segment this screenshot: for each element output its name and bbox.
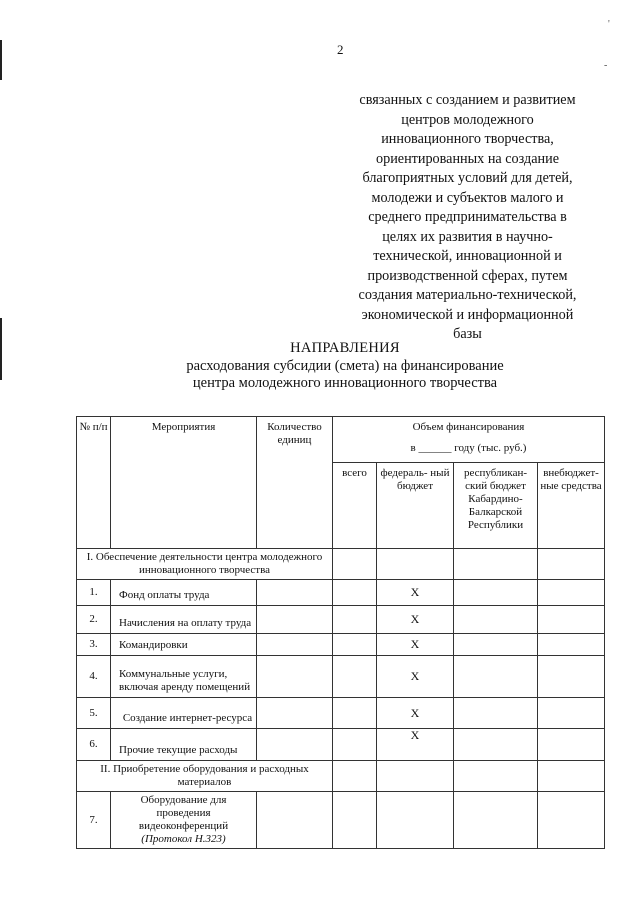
row-number: 3. xyxy=(77,634,111,656)
row-federal-mark: Х xyxy=(377,698,454,729)
row-number: 6. xyxy=(77,729,111,761)
intro-line: ориентированных на создание xyxy=(376,150,559,167)
intro-line: технической, инновационной и xyxy=(373,248,562,264)
intro-line: производственной сферах, путем xyxy=(367,267,568,284)
scan-edge-mark xyxy=(0,40,2,80)
intro-line: связанных с созданием и развитием xyxy=(359,92,576,108)
row-federal-mark: Х xyxy=(377,729,454,761)
row-activity: Коммунальные услуги, включая аренду помещений xyxy=(111,656,257,698)
row-activity-note: (Протокол Н.323) xyxy=(141,833,226,845)
intro-line: инновационного творчества, xyxy=(381,131,554,147)
header-republic: республикан- ский бюджет Кабардино- Балкарской Республики xyxy=(454,463,538,549)
header-quantity: Количество единиц xyxy=(257,417,333,549)
intro-line: молодежи и субъектов малого и xyxy=(371,189,564,206)
row-federal-mark: Х xyxy=(377,606,454,634)
header-funding-year: в ______ году (тыс. руб.) xyxy=(410,442,527,454)
intro-paragraph xyxy=(330,91,605,345)
row-activity: Фонд оплаты труда xyxy=(111,580,257,606)
header-total: всего xyxy=(333,463,377,549)
row-number: 5. xyxy=(77,698,111,729)
row-federal-mark: Х xyxy=(377,580,454,606)
intro-line: целях их развития в научно- xyxy=(382,228,553,245)
header-activity: Мероприятия xyxy=(111,417,257,549)
scan-edge-mark xyxy=(0,318,2,380)
row-number: 7. xyxy=(77,792,111,849)
intro-line: экономической и информационной xyxy=(361,306,574,323)
row-activity: Создание интернет-ресурса xyxy=(111,698,257,729)
row-federal-mark: Х xyxy=(377,634,454,656)
header-num: № п/п xyxy=(77,417,111,549)
header-federal: федераль- ный бюджет xyxy=(377,463,454,549)
page-number: 2 xyxy=(337,42,344,57)
row-activity xyxy=(111,792,257,849)
intro-line: базы xyxy=(453,326,482,342)
intro-line: создания материально-технической, xyxy=(358,287,577,303)
corner-mark: ' xyxy=(608,19,610,30)
row-number: 2. xyxy=(77,606,111,634)
section-heading: II. Приобретение оборудования и расходных материалов xyxy=(77,761,333,792)
intro-line: центров молодежного xyxy=(401,111,534,128)
document-subtitle: центра молодежного инновационного творчества xyxy=(192,375,498,391)
row-activity: Командировки xyxy=(111,634,257,656)
document-subtitle: расходования субсидии (смета) на финансирование xyxy=(186,358,504,374)
row-federal-mark: Х xyxy=(377,656,454,698)
document-title: НАПРАВЛЕНИЯ xyxy=(290,340,400,356)
budget-table xyxy=(76,416,605,849)
row-activity: Начисления на оплату труда xyxy=(111,606,257,634)
header-funding xyxy=(333,417,605,463)
header-funding-title: Объем финансирования xyxy=(412,421,525,433)
header-extrabudgetary: внебюджет- ные средства xyxy=(538,463,605,549)
row-number: 1. xyxy=(77,580,111,606)
row-activity: Прочие текущие расходы xyxy=(111,729,257,761)
intro-line: благоприятных условий для детей, xyxy=(362,170,573,186)
section-heading: I. Обеспечение деятельности центра молодежного инновационного творчества xyxy=(77,549,333,580)
corner-mark: - xyxy=(604,60,608,71)
row-number: 4. xyxy=(77,656,111,698)
row-activity-name: Оборудование для проведения видеоконференций xyxy=(138,794,229,832)
intro-line: среднего предпринимательства в xyxy=(368,209,567,225)
